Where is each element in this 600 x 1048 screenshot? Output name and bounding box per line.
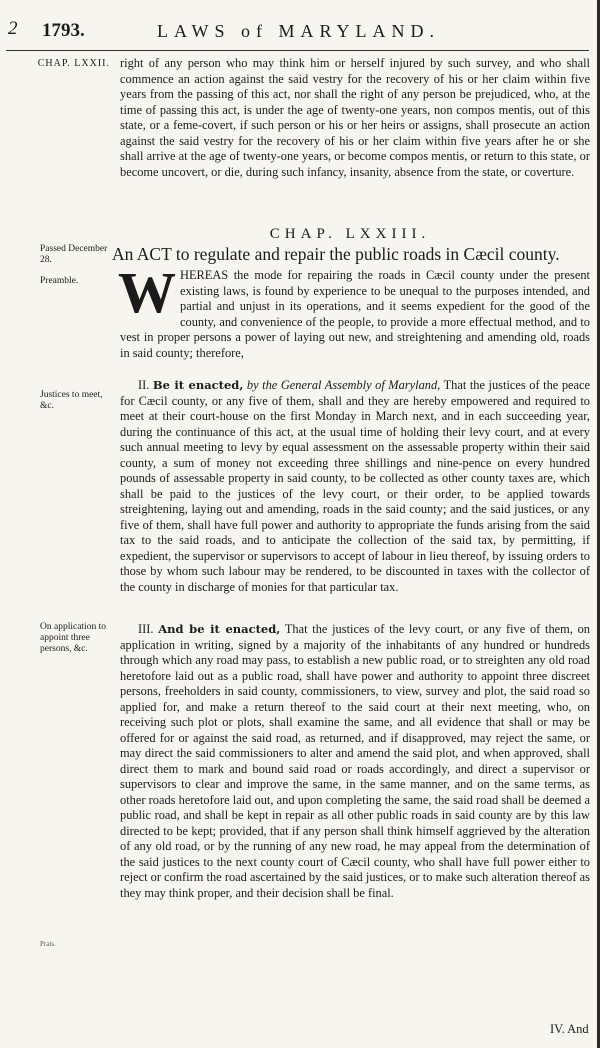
section-2-assembly: by the General Assembly of Maryland, [246, 378, 441, 392]
act-title: An ACT to regulate and repair the public roads in Cæcil county. [112, 244, 560, 264]
chapter-heading: CHAP. LXXIII. [269, 226, 431, 242]
preamble-text: HEREAS the mode for repairing the roads in Cæcil county under the present existing laws, is found by experience to be unequal to the purposes intended, and partial and unjust in its operations, and it seems expedient for the good of the county, and convenience of the people, to provide a more effectual method, and to vest in proper persons a power of laying out new, and streightening and amending old, roads in said county; therefore, [120, 268, 590, 360]
section-2-text: That the justices of the peace for Cæcil county, or any five of them, shall and they are hereby empowered and required to meet at their court-house on the first Monday in March next, and in each succeeding year, during the continuance of this act, at the usual time of holding their levy court, and at every such annual meeting to levy by equal assessment on the assessable property within their said county, a sum of money not exceeding three shillings and nine-pence on every hundred pounds of assessable property in said county, to be collected as other county taxes are, which shall be paid to the justices of the levy court, or their order, to be applied towards streightening, laying out and amending, roads in the said county; and the said justices, or any five of them, shall have full power and authority to appropriate the funds arising from the said tax to the said roads, and to anticipate the collection of the said tax, by permitting, if expedient, the supervisor or supervisors to accept of labour in lieu thereof, by issuing orders to those by whom such labour may be rendered, to be discounted in taxes with the collector of the county in discharge of monies for that particular tax. [120, 378, 591, 594]
chap-lxxii-text: right of any person who may think him or herself injured by such survey, and who shall commence an action against the said vestry for the recovery of his or her claim within five years from the passing of this act, nor shall the right of any person be prejudiced, who, at the time of passing this act, is under the age of twenty-one years, non compos mentis, out of this state, or a feme-covert, if such person or his or her heirs or assigns, shall prosecute an action against the said vestry for the recovery of his or her claim within five years after he or she shall arrive at the age of twenty-one years, or become compos mentis, or return to this state, or become uncovert, or die, during such infancy, insanity, absence from the state, or coverture. [120, 56, 590, 179]
running-title: LAWS of MARYLAND. [156, 21, 441, 41]
section-2-numeral: II. [138, 378, 150, 392]
section-3 [120, 622, 590, 901]
margin-preamble: Preamble. [40, 276, 79, 286]
margin-application: On application to appoint three persons, &c. [40, 622, 106, 654]
section-2 [120, 378, 590, 595]
section-3-enacted: And be it enacted, [158, 622, 281, 636]
section-3-text: That the justices of the levy court, or any five of them, on application in writing, signed by a majority of the inhabitants of any hundred or hundreds through which any road may pass, to establish a new public road, or to streighten any old road heretofore laid out as a public road, shall have power and authority to appoint three discreet persons, freeholders in said county, commissioners, to view, survey and plot, the said road so applied for, and make a return thereof to the said court at their next meeting, who, on receiving such plot or plots, shall examine the same, and all evidence that shall or may be offered for or against the said road, as returned, and if disapproved, may reject the same, or may direct the said commissioners to alter and amend the said plot, and when approved, shall direct them to mark and bound said road or roads accordingly, and direct a supervisor or supervisors to clear and improve the same, in the same manner, and on the same terms, as other roads heretofore laid out, and upon completing the same, the said road shall be deemed a public road, and shall be kept in repair as all other public roads in said county are by this law directed to be kept; provided, that if any person shall think himself aggrieved by the alteration of any old road, or by the running of any new road, he may appeal from the determination of the said justices to the next county court of Cæcil county, who shall have full power either to reject or confirm the road ascertained by the said justices, or to make such alteration thereof as they may think proper, and their decision shall be final. [120, 622, 590, 900]
margin-mark: Prais. [40, 940, 56, 948]
header-rule [6, 50, 589, 51]
drop-cap: W [118, 260, 176, 325]
margin-passed: Passed December 28. [40, 244, 108, 265]
margin-justices: Justices to meet, &c. [40, 390, 103, 411]
page-header [6, 18, 591, 48]
page-number: 2 [8, 18, 18, 39]
year: 1793. [42, 20, 85, 41]
margin-chap-lxxii: CHAP. LXXII. [37, 58, 110, 69]
preamble [118, 260, 590, 361]
section-3-numeral: III. [138, 622, 154, 636]
catchword: IV. And [550, 1022, 589, 1036]
section-2-enacted: Be it enacted, [152, 378, 244, 392]
